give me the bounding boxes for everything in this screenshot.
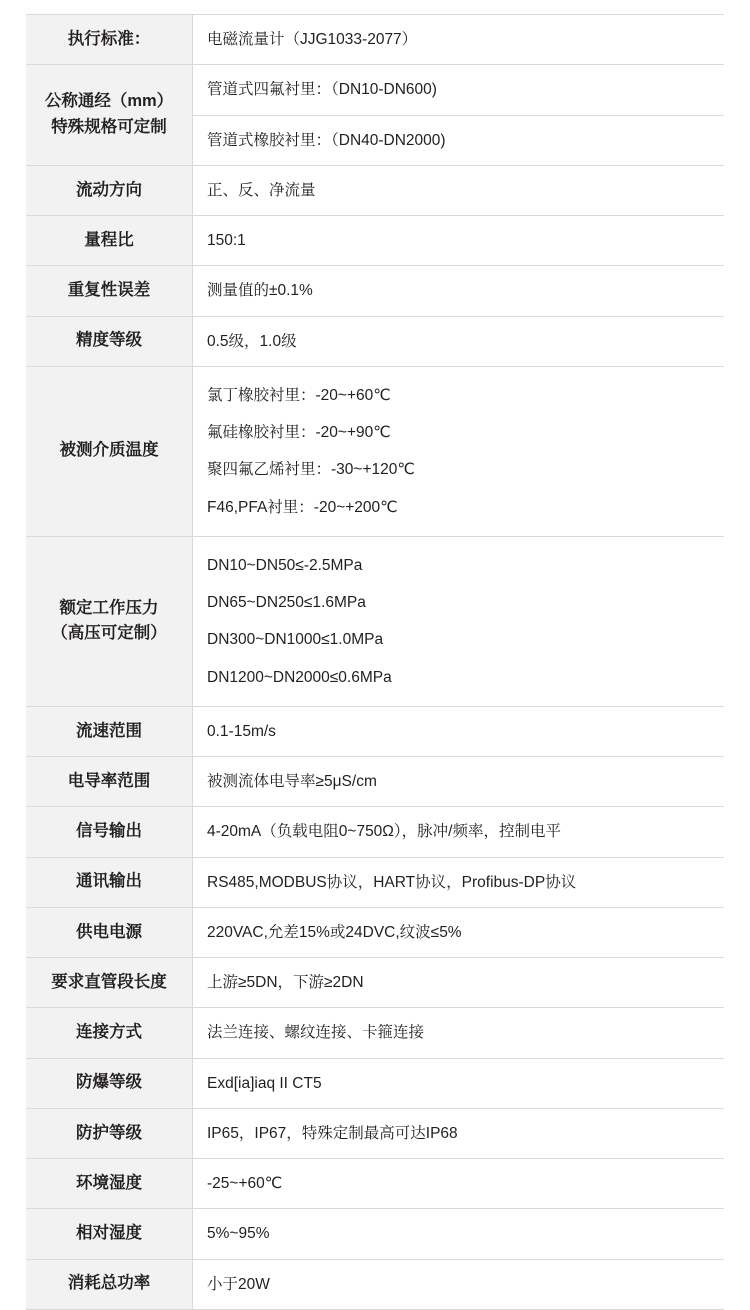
spec-value-line: DN65~DN250≤1.6MPa	[207, 594, 366, 611]
spec-value-cell	[193, 1259, 725, 1309]
spec-label-cell	[26, 757, 193, 807]
spec-value-line: 5%~95%	[207, 1225, 270, 1243]
spec-value-line: 电磁流量计（JJG1033-2077）	[207, 31, 418, 48]
spec-value-line: 法兰连接、螺纹连接、卡箍连接	[207, 1024, 425, 1042]
spec-label-line: 通讯输出	[76, 872, 142, 891]
spec-label-cell	[26, 1108, 193, 1158]
spec-value-line: DN1200~DN2000≤0.6MPa	[207, 668, 392, 686]
spec-value-line: 0.1-15m/s	[207, 722, 276, 740]
table-row	[26, 15, 724, 65]
spec-value-line: DN300~DN1000≤1.0MPa	[207, 631, 384, 649]
spec-value-cell	[193, 706, 725, 756]
table-row	[26, 958, 724, 1008]
spec-label-cell	[26, 807, 193, 857]
spec-label-line: （高压可定制）	[51, 624, 167, 643]
spec-label-cell	[26, 1159, 193, 1209]
spec-label-cell	[26, 1058, 193, 1108]
spec-value-cell	[193, 857, 725, 907]
spec-value-line: 0.5级，1.0级	[207, 332, 297, 350]
spec-label-line: 公称通经（mm）	[44, 92, 174, 111]
spec-label-cell	[26, 366, 193, 536]
spec-label-line: 流速范围	[76, 721, 142, 740]
spec-value-cell	[193, 366, 725, 536]
spec-value-line: 管道式四氟衬里：（DN10-DN600)	[193, 65, 724, 115]
spec-value-line: 测量值的±0.1%	[207, 282, 313, 300]
spec-value-cell	[193, 165, 725, 215]
spec-value-line: 氟硅橡胶衬里：-20~+90℃	[207, 424, 391, 441]
table-row	[26, 757, 724, 807]
table-row	[26, 216, 724, 266]
spec-value-cell	[193, 1008, 725, 1058]
spec-value-line: F46,PFA衬里：-20~+200℃	[207, 498, 398, 516]
spec-value-cell	[193, 65, 725, 166]
spec-label-cell	[26, 1259, 193, 1309]
spec-value-line: 管道式橡胶衬里：（DN40-DN2000)	[207, 131, 446, 149]
spec-label-line: 防护等级	[76, 1123, 142, 1142]
table-row	[26, 857, 724, 907]
spec-label-line: 电导率范围	[67, 771, 151, 790]
spec-value-line: Exd[ia]iaq II CT5	[207, 1074, 322, 1092]
spec-label-cell	[26, 15, 193, 65]
spec-value-cell	[193, 1159, 725, 1209]
spec-label-line: 重复性误差	[67, 281, 151, 300]
table-row	[26, 1108, 724, 1158]
spec-label-line: 消耗总功率	[67, 1274, 151, 1293]
table-row	[26, 1159, 724, 1209]
table-row	[26, 366, 724, 536]
spec-value-cell	[193, 266, 725, 316]
spec-value-line: RS485,MODBUS协议，HART协议，Profibus-DP协议	[207, 873, 577, 891]
spec-label-cell	[26, 1209, 193, 1259]
spec-value-line: IP65，IP67，特殊定制最高可达IP68	[207, 1124, 458, 1142]
spec-value-line: 4-20mA（负载电阻0~750Ω），脉冲/频率，控制电平	[207, 823, 561, 841]
spec-label-cell	[26, 958, 193, 1008]
spec-label-line: 防爆等级	[76, 1073, 142, 1092]
spec-label-line: 供电电源	[76, 922, 142, 941]
table-row	[26, 1259, 724, 1309]
spec-value-cell	[193, 807, 725, 857]
spec-value-line: -25~+60℃	[207, 1175, 283, 1192]
spec-value-line: 氯丁橡胶衬里：-20~+60℃	[207, 386, 391, 404]
spec-label-cell	[26, 65, 193, 166]
spec-label-cell	[26, 536, 193, 706]
spec-label-line: 相对湿度	[76, 1224, 142, 1243]
spec-value-cell	[193, 316, 725, 366]
table-row	[26, 165, 724, 215]
specification-table-body	[26, 15, 724, 1310]
spec-value-cell	[193, 907, 725, 957]
spec-label-line: 连接方式	[76, 1023, 142, 1042]
spec-value-cell	[193, 757, 725, 807]
spec-label-cell	[26, 316, 193, 366]
spec-value-line: 聚四氟乙烯衬里：-30~+120℃	[207, 461, 415, 479]
spec-label-line: 信号输出	[76, 822, 142, 841]
spec-value-line: DN10~DN50≤-2.5MPa	[207, 556, 363, 574]
spec-value-cell	[193, 216, 725, 266]
table-row	[26, 536, 724, 706]
spec-label-cell	[26, 857, 193, 907]
table-row	[26, 316, 724, 366]
spec-label-cell	[26, 907, 193, 957]
spec-label-line: 特殊规格可定制	[51, 118, 167, 136]
table-row	[26, 807, 724, 857]
spec-label-line: 量程比	[84, 230, 134, 249]
spec-label-cell	[26, 706, 193, 756]
spec-value-line: 被测流体电导率≥5μS/cm	[207, 773, 377, 790]
table-row	[26, 907, 724, 957]
spec-value-line: 小于20W	[207, 1275, 270, 1293]
spec-value-line: 150:1	[207, 232, 246, 249]
table-row	[26, 706, 724, 756]
spec-value-cell	[193, 1108, 725, 1158]
spec-label-line: 被测介质温度	[59, 441, 159, 460]
spec-value-line: 上游≥5DN，下游≥2DN	[207, 974, 364, 991]
spec-value-cell	[193, 1058, 725, 1108]
specification-table	[26, 14, 724, 1310]
table-row	[26, 266, 724, 316]
spec-value-line: 正、反、净流量	[207, 181, 316, 199]
spec-label-line: 流动方向	[76, 180, 142, 199]
spec-label-line: 要求直管段长度	[51, 972, 167, 991]
spec-label-cell	[26, 1008, 193, 1058]
spec-value-cell	[193, 536, 725, 706]
spec-value-cell	[193, 1209, 725, 1259]
table-row	[26, 65, 724, 166]
spec-label-line: 精度等级	[76, 331, 142, 350]
table-row	[26, 1209, 724, 1259]
spec-label-line: 环境湿度	[76, 1173, 142, 1192]
spec-value-cell	[193, 958, 725, 1008]
spec-label-cell	[26, 165, 193, 215]
spec-label-cell	[26, 216, 193, 266]
spec-label-line: 额定工作压力	[59, 598, 159, 617]
spec-value-line: 220VAC,允差15%或24DVC,纹波≤5%	[207, 923, 462, 941]
spec-label-line: 执行标准：	[67, 29, 151, 48]
spec-label-cell	[26, 266, 193, 316]
table-row	[26, 1008, 724, 1058]
table-row	[26, 1058, 724, 1108]
spec-value-cell	[193, 15, 725, 65]
